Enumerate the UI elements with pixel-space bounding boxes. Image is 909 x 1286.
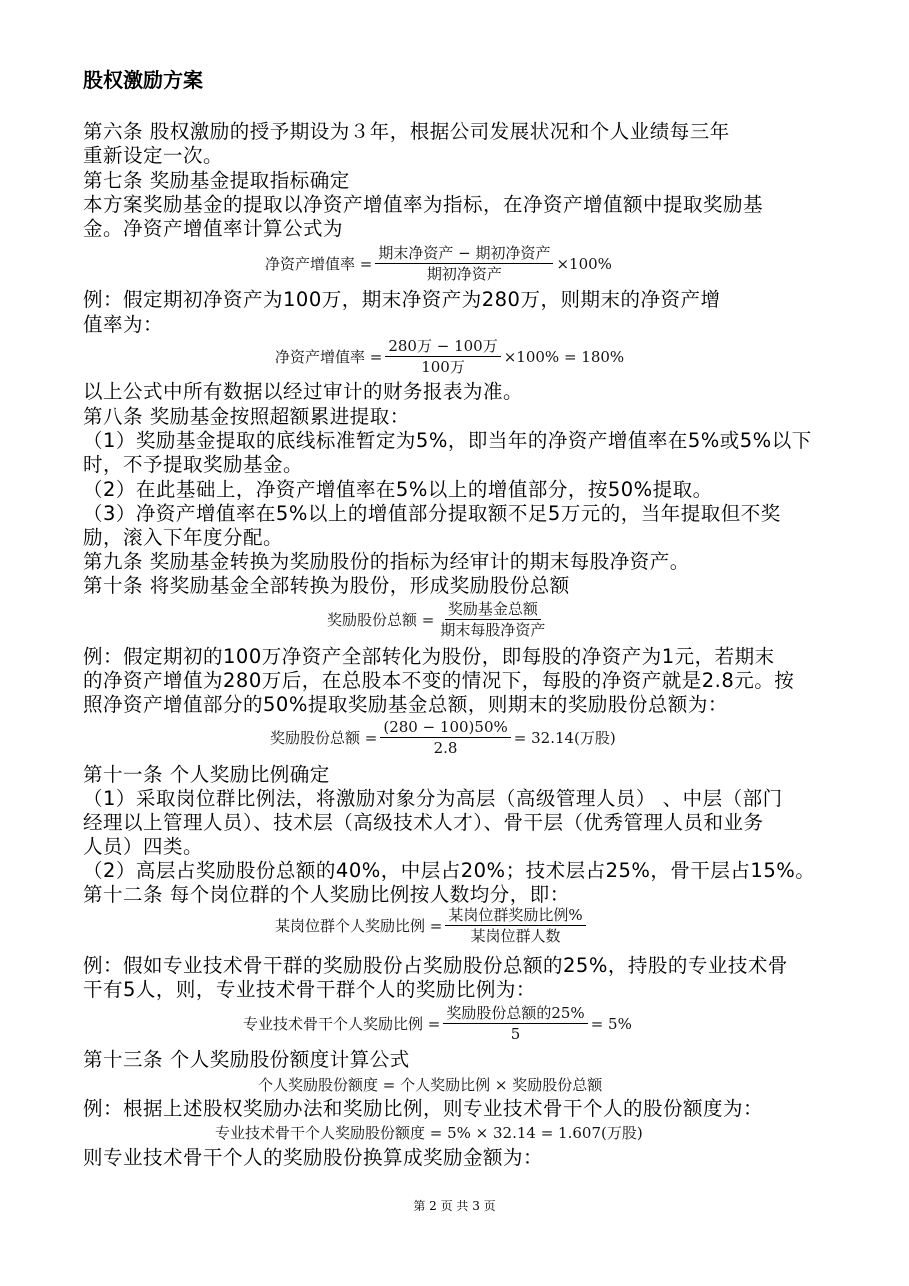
text-line: 第十条 将奖励基金全部转换为股份，形成奖励股份总额 (83, 574, 570, 597)
text-line: （1）奖励基金提取的底线标准暂定为5%，即当年的净资产增值率在5%或5%以下 (83, 429, 812, 452)
text-line: 干有5人，则，专业技术骨干群个人的奖励比例为： (83, 978, 536, 1001)
text-line: 人员）四类。 (83, 835, 204, 858)
formula-individual-shares-example: 专业技术骨干个人奖励股份额度 = 5% × 32.14 = 1.607(万股) (215, 1124, 643, 1142)
text-line: 第八条 奖励基金按照超额累进提取： (83, 405, 410, 428)
text-line: 第十二条 每个岗位群的个人奖励比例按人数均分，即： (83, 883, 570, 906)
page-number: 第 2 页 共 3 页 (413, 1199, 496, 1213)
formula-share-total: 奖励股份总额 = $\frac{\text{奖励基金总额}}{\text{期末每股净资产}}$ (327, 600, 546, 639)
text-line: 例：假如专业技术骨干群的奖励股份占奖励股份总额的25%，持股的专业技术骨 (83, 954, 788, 977)
text-line: 例：假定期初的100万净资产全部转化为股份，即每股的净资产为1元，若期末 (83, 645, 775, 668)
text-line: 第十三条 个人奖励股份额度计算公式 (83, 1048, 410, 1071)
text-line: 金。净资产增值率计算公式为 (83, 217, 344, 240)
text-line: 例：假定期初净资产为100万，期末净资产为280万，则期末的净资产增 (83, 288, 721, 311)
text-line: 时，不予提取奖励基金。 (83, 453, 304, 476)
text-line: 则专业技术骨干个人的奖励股份换算成奖励金额为： (83, 1146, 544, 1169)
text-line: （2）高层占奖励股份总额的40%，中层占20%；技术层占25%，骨干层占15%。 (83, 859, 816, 882)
text-line: 第六条 股权激励的授予期设为３年，根据公司发展状况和个人业绩每三年 (83, 120, 730, 143)
text-line: 的净资产增值为280万后，在总股本不变的情况下，每股的净资产就是2.8元。按 (83, 669, 795, 692)
text-line: 励，滚入下年度分配。 (83, 526, 284, 549)
formula-individual-ratio: 某岗位群个人奖励比例 = $\frac{\text{某岗位群奖励比例\%}}{\text{某岗位群人数}}$ (275, 906, 589, 945)
text-line: 例：根据上述股权奖励办法和奖励比例，则专业技术骨干个人的股份额度为： (83, 1097, 764, 1120)
formula-share-total-example: 奖励股份总额 = $\frac{(280 - 100)50\%}{2.8}$ = 32.14(万股) (270, 718, 616, 757)
text-line: （3）净资产增值率在5%以上的增值部分提取额不足5万元的，当年提取但不奖 (83, 502, 781, 525)
text-line: （2）在此基础上，净资产增值率在5%以上的增值部分，按50%提取。 (83, 478, 713, 501)
document-title: 股权激励方案 (83, 68, 203, 92)
text-line: （1）采取岗位群比例法，将激励对象分为高层（高级管理人员） 、中层（部门 (83, 787, 783, 810)
formula-individual-shares: 个人奖励股份额度 = 个人奖励比例 × 奖励股份总额 (258, 1076, 603, 1094)
formula-growth-rate: 净资产增值率 = $\frac{\text{期末净资产 − 期初净资产}}{\text{期初净资产}}$ ×100% (265, 244, 612, 283)
formula-growth-example: 净资产增值率 = $\frac{\text{280万 − 100万}}{\text{100万}}$ ×100% = 180% (275, 337, 625, 376)
text-line: 第九条 奖励基金转换为奖励股份的指标为经审计的期末每股净资产。 (83, 550, 690, 573)
text-line: 以上公式中所有数据以经过审计的财务报表为准。 (83, 380, 524, 403)
text-line: 经理以上管理人员）、技术层（高级技术人才）、骨干层（优秀管理人员和业务 (83, 811, 764, 834)
text-line: 值率为： (83, 313, 164, 336)
text-line: 照净资产增值部分的50%提取奖励基金总额，则期末的奖励股份总额为： (83, 693, 728, 716)
text-line: 本方案奖励基金的提取以净资产增值率为指标，在净资产增值额中提取奖励基 (83, 193, 764, 216)
text-line: 第七条 奖励基金提取指标确定 (83, 169, 350, 192)
text-line: 第十一条 个人奖励比例确定 (83, 763, 330, 786)
text-line: 重新设定一次。 (83, 144, 224, 167)
formula-individual-ratio-example: 专业技术骨干个人奖励比例 = $\frac{\text{奖励股份总额的25\%}}{5}$ = 5% (243, 1004, 632, 1043)
